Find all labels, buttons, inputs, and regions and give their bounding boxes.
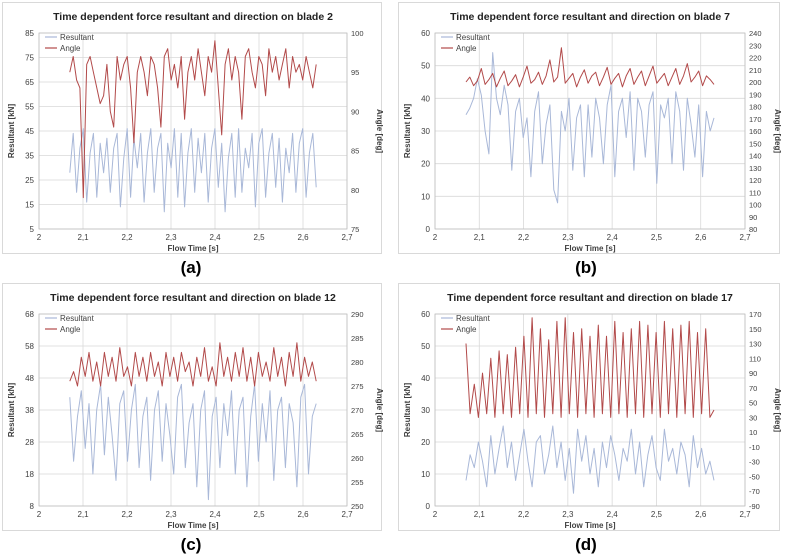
y2-tick-label: 80 (749, 225, 758, 234)
chart-panel-blade-2 (2, 2, 382, 254)
x-tick-label: 2,6 (297, 510, 309, 519)
y-tick-label: 10 (421, 470, 430, 479)
y-tick-label: 20 (421, 438, 430, 447)
chart-title: Time dependent force resultant and direction on blade 17 (447, 292, 733, 304)
x-tick-label: 2,2 (518, 233, 530, 242)
x-tick-label: 2,4 (606, 233, 618, 242)
y2-tick-label: 260 (351, 454, 364, 463)
y2-tick-label: 100 (351, 29, 364, 38)
y2-tick-label: 100 (749, 200, 762, 210)
legend-label: Angle (456, 325, 477, 334)
y-tick-label: 60 (421, 310, 430, 319)
x-tick-label: 2,6 (297, 233, 309, 242)
x-tick-label: 2,7 (341, 510, 353, 519)
y-axis-label: Resultant [kN] (7, 103, 16, 159)
y-axis-label: Resultant [kN] (403, 103, 412, 159)
x-tick-label: 2,3 (165, 510, 177, 519)
series-line-resultant (466, 426, 714, 493)
y2-tick-label: 240 (749, 29, 762, 38)
y2-tick-label: -70 (749, 487, 760, 497)
x-tick-label: 2,1 (77, 510, 89, 519)
y2-tick-label: 90 (749, 369, 758, 379)
x-tick-label: 2,3 (562, 510, 574, 519)
chart-panel-blade-17 (398, 283, 780, 531)
x-tick-label: 2,7 (739, 233, 751, 242)
legend-label: Resultant (60, 33, 94, 42)
y2-tick-label: 200 (749, 78, 762, 87)
y-axis-label: Resultant [kN] (7, 382, 16, 438)
y-tick-label: 65 (25, 78, 34, 87)
x-tick-label: 2,1 (473, 233, 485, 242)
y-tick-label: 40 (421, 94, 430, 104)
y2-tick-label: 265 (351, 430, 364, 439)
y-tick-label: 68 (25, 310, 34, 319)
chart-title: Time dependent force resultant and direction on blade 2 (53, 11, 333, 23)
y2-tick-label: 280 (351, 358, 364, 367)
x-tick-label: 2,4 (209, 510, 221, 519)
y-tick-label: 25 (25, 176, 34, 185)
sublabel-b: (b) (575, 258, 597, 277)
x-tick-label: 2,5 (650, 510, 662, 519)
legend-label: Resultant (456, 33, 490, 42)
series-line-angle (70, 343, 316, 386)
x-tick-label: 2,6 (695, 510, 707, 519)
y2-tick-label: 150 (749, 324, 762, 334)
y2-tick-label: 85 (351, 146, 360, 156)
y2-tick-label: 90 (351, 107, 360, 117)
y2-tick-label: 95 (351, 68, 360, 78)
x-tick-label: 2,1 (473, 510, 485, 519)
x-axis-label: Flow Time [s] (167, 244, 219, 253)
x-tick-label: 2,2 (518, 510, 530, 519)
y2-tick-label: 255 (351, 478, 364, 487)
series-line-angle (466, 48, 714, 87)
y2-tick-label: 150 (749, 139, 762, 149)
sublabel-d: (d) (575, 535, 597, 554)
y2-tick-label: -50 (749, 472, 760, 482)
y-tick-label: 60 (421, 29, 430, 38)
chart-svg-blade-17 (399, 284, 781, 532)
x-tick-label: 2,4 (209, 233, 221, 242)
x-tick-label: 2,5 (253, 510, 265, 519)
x-tick-label: 2,5 (253, 233, 265, 242)
y2-tick-label: -30 (749, 457, 760, 467)
sublabel-c: (c) (180, 535, 202, 554)
y2-tick-label: 140 (749, 151, 762, 161)
x-tick-label: 2,4 (606, 510, 618, 519)
y2-tick-label: 230 (749, 41, 762, 51)
y-tick-label: 45 (25, 127, 34, 136)
y2-tick-label: 75 (351, 225, 360, 234)
x-tick-label: 2,3 (562, 233, 574, 242)
chart-panel-blade-12 (2, 283, 382, 531)
series-line-resultant (466, 53, 714, 203)
x-tick-label: 2 (36, 233, 42, 242)
y2-tick-label: 270 (351, 406, 364, 415)
x-tick-label: 2,7 (739, 510, 751, 519)
legend-label: Angle (60, 325, 81, 334)
y-tick-label: 50 (421, 342, 430, 351)
x-tick-label: 2,6 (695, 233, 707, 242)
series-line-angle (466, 318, 714, 418)
y2-tick-label: 110 (749, 188, 761, 198)
chart-svg-blade-12 (3, 284, 383, 532)
y2-tick-label: 220 (749, 53, 762, 63)
x-tick-label: 2,1 (77, 233, 89, 242)
legend-label: Resultant (456, 314, 490, 323)
legend-label: Resultant (60, 314, 94, 323)
y-tick-label: 40 (421, 374, 430, 383)
y2-axis-label: Angle [deg] (375, 388, 384, 432)
chart-svg-blade-7 (399, 3, 781, 255)
x-tick-label: 2,2 (121, 233, 133, 242)
series-line-angle (70, 41, 316, 198)
legend-label: Angle (456, 44, 477, 53)
y2-tick-label: 130 (749, 339, 762, 349)
y2-tick-label: 80 (351, 185, 360, 195)
y-tick-label: 85 (25, 29, 34, 38)
y2-axis-label: Angle [deg] (375, 109, 384, 153)
y2-tick-label: 10 (749, 428, 758, 438)
y-tick-label: 55 (25, 102, 34, 112)
y2-tick-label: 130 (749, 163, 762, 173)
y2-tick-label: 90 (749, 212, 758, 222)
y2-tick-label: 290 (351, 310, 364, 319)
x-tick-label: 2 (432, 233, 438, 242)
y2-tick-label: 160 (749, 127, 762, 136)
y-tick-label: 18 (25, 470, 34, 479)
x-axis-label: Flow Time [s] (564, 521, 616, 530)
y2-axis-label: Angle [deg] (773, 109, 782, 153)
x-tick-label: 2 (36, 510, 42, 519)
y-tick-label: 35 (25, 151, 34, 161)
x-axis-label: Flow Time [s] (564, 244, 616, 253)
y-tick-label: 5 (29, 225, 34, 234)
chart-panel-blade-7 (398, 2, 780, 254)
y-tick-label: 8 (29, 502, 34, 511)
chart-title: Time dependent force resultant and direction on blade 12 (50, 292, 336, 304)
y2-tick-label: 210 (749, 65, 762, 75)
y2-tick-label: 120 (749, 176, 762, 185)
y2-tick-label: -90 (749, 502, 760, 511)
x-tick-label: 2,3 (165, 233, 177, 242)
y-tick-label: 38 (25, 406, 34, 415)
y-tick-label: 0 (425, 225, 430, 234)
y2-tick-label: -10 (749, 442, 760, 452)
y2-tick-label: 285 (351, 334, 364, 343)
x-tick-label: 2,2 (121, 510, 133, 519)
y2-tick-label: 275 (351, 382, 364, 391)
x-axis-label: Flow Time [s] (167, 521, 219, 530)
y-tick-label: 20 (421, 159, 430, 169)
y2-tick-label: 170 (749, 114, 762, 124)
y-tick-label: 0 (425, 502, 430, 511)
y-tick-label: 50 (421, 61, 430, 71)
y-tick-label: 30 (421, 127, 430, 136)
y2-tick-label: 190 (749, 90, 762, 100)
y-tick-label: 30 (421, 406, 430, 415)
y-tick-label: 58 (25, 342, 34, 351)
y-tick-label: 10 (421, 192, 430, 202)
y-tick-label: 15 (25, 200, 34, 210)
y-tick-label: 75 (25, 53, 34, 63)
chart-svg-blade-2 (3, 3, 383, 255)
series-line-resultant (70, 129, 316, 212)
chart-title: Time dependent force resultant and direction on blade 7 (450, 11, 730, 23)
y-tick-label: 28 (25, 438, 34, 447)
x-tick-label: 2,7 (341, 233, 353, 242)
y2-tick-label: 30 (749, 413, 758, 423)
y2-tick-label: 110 (749, 354, 761, 364)
y-tick-label: 48 (25, 374, 34, 383)
y2-tick-label: 170 (749, 310, 762, 319)
y-axis-label: Resultant [kN] (403, 382, 412, 438)
x-tick-label: 2 (432, 510, 438, 519)
x-tick-label: 2,5 (650, 233, 662, 242)
y2-tick-label: 180 (749, 102, 762, 112)
y2-tick-label: 250 (351, 502, 364, 511)
y2-tick-label: 70 (749, 383, 758, 393)
y2-tick-label: 50 (749, 398, 758, 408)
sublabel-a: (a) (180, 258, 202, 277)
legend-label: Angle (60, 44, 81, 53)
y2-axis-label: Angle [deg] (773, 388, 782, 432)
